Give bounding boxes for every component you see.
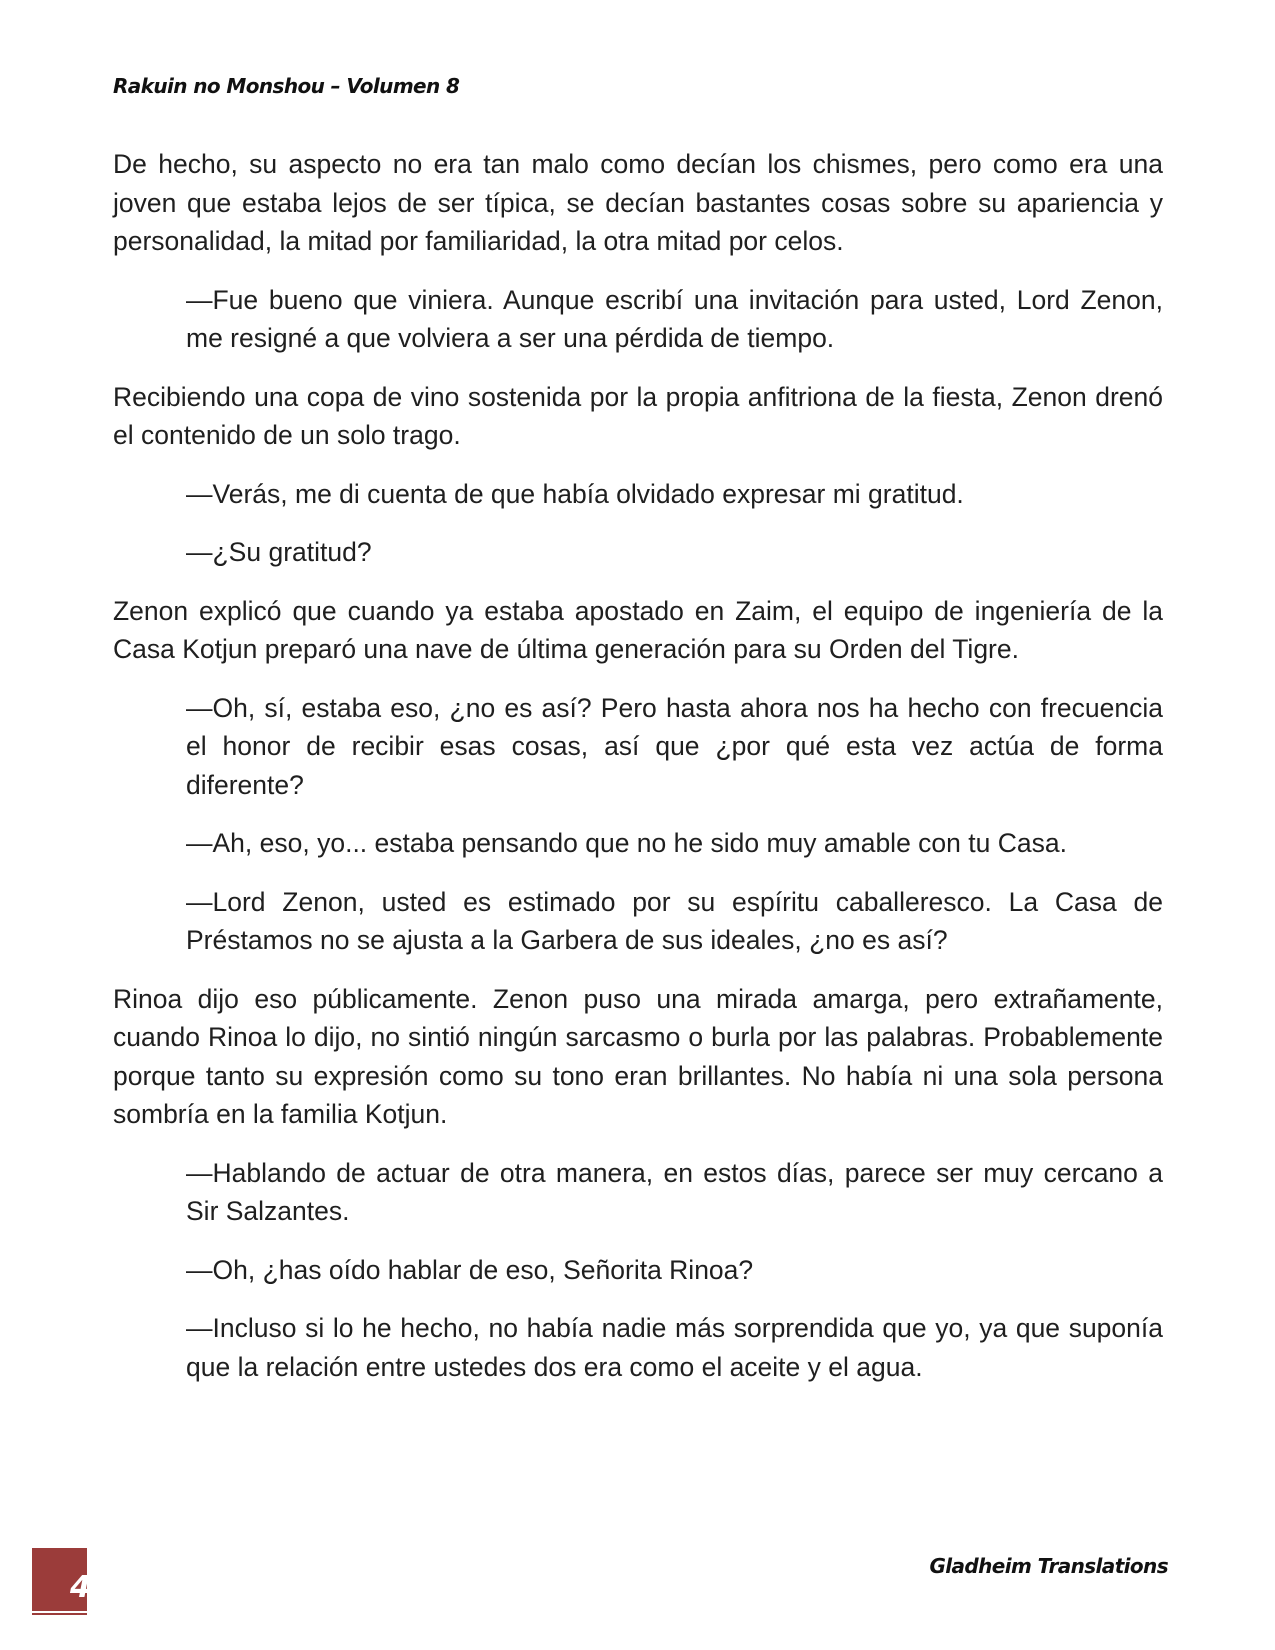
paragraph-dialog: —Lord Zenon, usted es estimado por su espíritu caballeresco. La Casa de Préstamos no se ajusta a la Garbera de sus ideales, ¿no es así? <box>186 886 1163 955</box>
paragraph-narration: Zenon explicó que cuando ya estaba apostado en Zaim, el equipo de ingeniería de la Casa Kotjun preparó una nave de última generación para su Orden del Tigre. <box>113 595 1163 664</box>
paragraph-dialog: —Fue bueno que viniera. Aunque escribí una invitación para usted, Lord Zenon, me resigné a que volviera a ser una pérdida de tiempo. <box>186 284 1163 353</box>
paragraph-dialog: —Hablando de actuar de otra manera, en estos días, parece ser muy cercano a Sir Salzantes. <box>186 1157 1163 1226</box>
paragraph-dialog: —Verás, me di cuenta de que había olvidado expresar mi gratitud. <box>186 478 964 509</box>
running-header-title: Rakuin no Monshou – Volumen 8 <box>113 74 460 98</box>
paragraph-dialog: —Incluso si lo he hecho, no había nadie más sorprendida que yo, ya que suponía que la relación entre ustedes dos era como el aceite y el agua. <box>186 1313 1163 1382</box>
paragraph-narration: Rinoa dijo eso públicamente. Zenon puso una mirada amarga, pero extrañamente, cuando Rinoa lo dijo, no sintió ningún sarcasmo o burla por las palabras. Probablemente porque tanto su expresión como su tono eran brillantes. No había ni una sola persona sombría en la familia Kotjun. <box>113 983 1163 1129</box>
paragraph-dialog: —Ah, eso, yo... estaba pensando que no he sido muy amable con tu Casa. <box>186 828 1067 858</box>
paragraph-narration: De hecho, su aspecto no era tan malo como decían los chismes, pero como era una joven que estaba lejos de ser típica, se decían bastantes cosas sobre su apariencia y personalidad, la mitad por familiaridad, la otra mitad por celos. <box>113 149 1163 256</box>
footer-credit: Gladheim Translations <box>929 1554 1168 1578</box>
paragraph-dialog: —Oh, sí, estaba eso, ¿no es así? Pero hasta ahora nos ha hecho con frecuencia el honor de recibir esas cosas, así que ¿por qué esta vez actúa de forma diferente? <box>186 692 1163 800</box>
paragraph-dialog: —¿Su gratitud? <box>186 537 372 567</box>
page-number-underline <box>32 1613 87 1615</box>
page-number: 4 <box>70 1570 91 1605</box>
paragraph-narration: Recibiendo una copa de vino sostenida por la propia anfitriona de la fiesta, Zenon drenó el contenido de un solo trago. <box>113 381 1163 450</box>
document-body <box>113 145 1163 1406</box>
paragraph-dialog: —Oh, ¿has oído hablar de eso, Señorita Rinoa? <box>186 1254 754 1285</box>
